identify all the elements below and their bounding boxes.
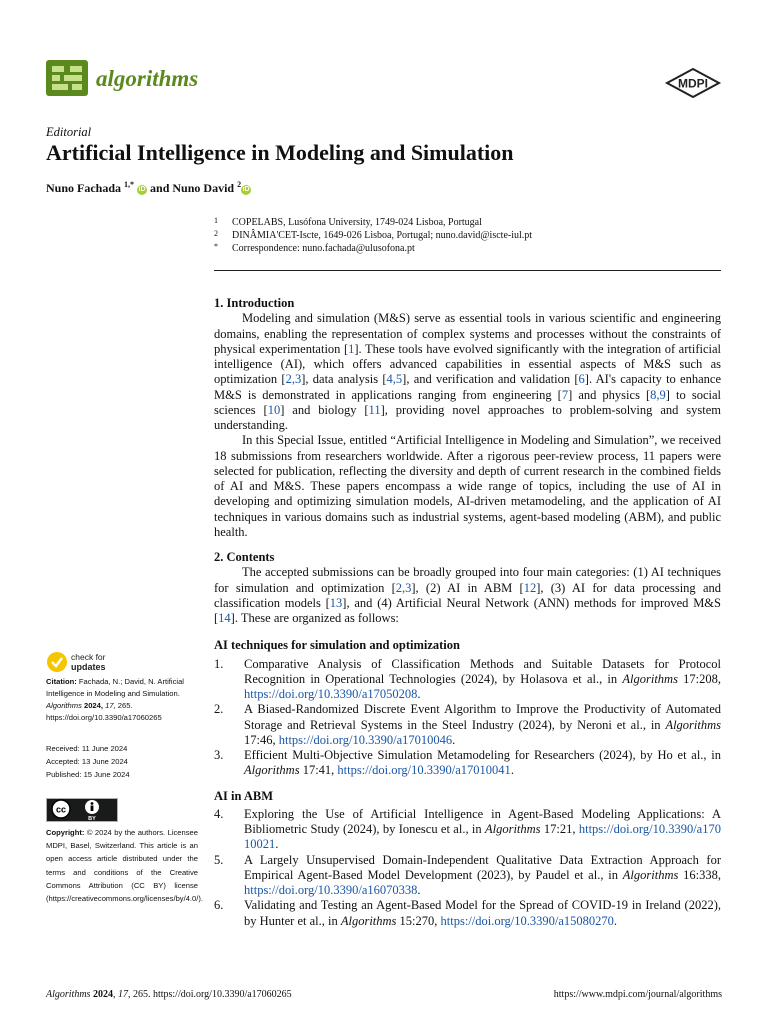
author-name[interactable]: Nuno David [172, 181, 235, 195]
doi-link[interactable]: https://doi.org/10.3390/a16070338 [244, 883, 418, 897]
cc-by-license-icon[interactable] [46, 798, 118, 822]
accepted-date: Accepted: 13 June 2024 [46, 757, 128, 767]
orcid-icon[interactable]: iD [242, 186, 250, 193]
list-item: 4. Exploring the Use of Artificial Intelligence in Agent-Based Modeling Applications: A Bibliometric Study (2024), by Ionescu et al., in Algorithms 17:21, https://doi.org/10.3390/a17010021. [214, 806, 721, 852]
affiliation-item [214, 242, 724, 255]
footer-journal-url[interactable]: https://www.mdpi.com/journal/algorithms [553, 989, 722, 1000]
main-column [214, 296, 721, 929]
article-type: Editorial [46, 125, 92, 139]
list-item: 3. Efficient Multi-Objective Simulation Metamodeling for Researchers (2024), by Ho et al., in Algorithms 17:41, https://doi.org/10.3390/a17010041. [214, 748, 721, 778]
citation-link[interactable]: 2,3 [285, 372, 302, 387]
mdpi-logo-icon [664, 68, 722, 98]
citation-block: Citation: Fachada, N.; David, N. Artificial Intelligence in Modeling and Simulation. Algorithms 2024, 17, 265. https://doi.org/10.3390/a17060265 [46, 677, 184, 723]
citation-label: Citation: [46, 677, 77, 686]
footer-citation: Algorithms 2024, 17, 265. https://doi.org/10.3390/a17060265 [46, 989, 292, 1000]
citation-link[interactable]: 2,3 [395, 580, 412, 595]
citation-link[interactable]: 7 [561, 387, 569, 402]
citation-link[interactable]: 4,5 [386, 372, 403, 387]
citation-link[interactable]: 14 [218, 611, 231, 625]
author-affiliation-mark: 2 [237, 180, 242, 189]
svg-text:BY: BY [88, 816, 96, 822]
list-item: 6. Validating and Testing an Agent-Based Model for the Spread of COVID-19 in Ireland (2022), by Hunter et al., in Algorithms 15:270, https://doi.org/10.3390/a15080270. [214, 898, 721, 928]
svg-text:check for: check for [71, 652, 106, 662]
affiliation-text: Correspondence: nuno.fachada@ulusofona.pt [232, 243, 415, 255]
list-item: 2. A Biased-Randomized Discrete Event Algorithm to Improve the Productivity of Automated Storage and Retrieval Systems in the Steel Industry (2024), by Neroni et al., in Algorithms 17:46, https://doi.org/10.3390/a17010046. [214, 702, 721, 747]
list-number: 6. [214, 898, 224, 913]
doi-link[interactable]: https://doi.org/10.3390/a17050208 [244, 687, 418, 701]
doi-link[interactable]: https://doi.org/10.3390/a15080270 [440, 913, 614, 928]
reference-list [214, 657, 721, 779]
paper-title: Artificial Intelligence in Modeling and Simulation [46, 140, 514, 165]
svg-text:updates: updates [71, 662, 106, 672]
citation-link[interactable]: 8,9 [650, 387, 666, 402]
affiliations [214, 216, 724, 256]
subsection-heading: AI in ABM [214, 788, 274, 803]
citation-link[interactable]: 12 [523, 580, 537, 595]
affiliation-item [214, 216, 724, 229]
list-number: 4. [214, 806, 224, 821]
reference-list [214, 807, 721, 929]
section-heading: 1. Introduction [214, 296, 295, 310]
citation-link[interactable]: 11 [368, 402, 381, 417]
copyright-text: © 2024 by the authors. Licensee MDPI, Basel, Switzerland. This article is an open access article distributed under the terms and conditions of the Creative Commons Attribution (CC BY) license (https://creativecommons.org/licenses/by/4.0/). [46, 828, 203, 904]
affiliation-text: COPELABS, Lusófona University, 1749-024 Lisboa, Portugal [232, 217, 482, 228]
citation-link[interactable]: 13 [329, 595, 343, 610]
author-name[interactable]: Nuno Fachada [46, 181, 122, 195]
svg-text:cc: cc [55, 804, 67, 815]
published-date: Published: 15 June 2024 [46, 770, 130, 780]
affiliation-mark: 2 [214, 229, 218, 239]
svg-text:MDPI: MDPI [678, 76, 708, 91]
doi-link[interactable]: https://doi.org/10.3390/a17010041 [337, 763, 511, 778]
copyright-block [46, 826, 203, 905]
list-item: 1. Comparative Analysis of Classification Methods and Suitable Datasets for Protocol Recognition in Operational Technologies (2024), by Holasova et al., in Algorithms 17:208, https://doi.org/10.3390/a17050208. [214, 656, 721, 701]
affiliation-text: DINÂMIA'CET-Iscte, 1649-026 Lisboa, Portugal; nuno.david@iscte-iul.pt [232, 230, 533, 242]
affiliation-mark: 1 [214, 216, 218, 225]
citation-link[interactable]: 6 [578, 372, 585, 387]
subsection-heading: AI techniques for simulation and optimization [214, 638, 460, 653]
orcid-icon[interactable]: iD [138, 186, 146, 193]
paragraph: The accepted submissions can be broadly grouped into four main categories: (1) AI techniques for simulation and optimization [2,3], (2) AI in ABM [12], (3) AI for data processing and classification models [13], and (4) Artificial Neural Network (ANN) methods for improved M&S [14]. These are organized as follows: [214, 565, 721, 625]
doi-link[interactable]: https://doi.org/10.3390/a17010021 [244, 822, 721, 852]
section-heading: 2. Contents [214, 550, 275, 564]
dates-block [46, 742, 198, 782]
journal-name: algorithms [96, 66, 199, 91]
list-item: 5. A Largely Unsupervised Domain-Independent Qualitative Data Extraction Approach for Empirical Agent-Based Model Development (2023), by Paudel et al., in Algorithms 16:338, https://doi.org/10.3390/a16070338. [214, 852, 721, 897]
copyright-label: Copyright: [46, 828, 85, 837]
doi-link[interactable]: https://doi.org/10.3390/a17010046 [278, 732, 453, 747]
journal-logo-icon [46, 60, 88, 96]
author-affiliation-mark: 1,* [124, 180, 135, 189]
author-list [46, 180, 251, 196]
citation-link[interactable]: 1 [348, 341, 355, 356]
list-number: 1. [214, 656, 224, 671]
list-number: 3. [214, 748, 224, 762]
section-divider [214, 270, 721, 271]
citation-link[interactable]: 10 [267, 402, 281, 417]
affiliation-mark: * [214, 242, 218, 252]
paragraph: In this Special Issue, entitled “Artificial Intelligence in Modeling and Simulation”, we received 18 submissions from researchers worldwide. After a rigorous peer-review process, 11 papers were selected for publication, reflecting the diversity and depth of current research in the combined fields of AI and M&S. These papers encompass a wide range of topics, including the use of AI in developing and optimizing simulation models, AI-driven metamodeling, and the application of AI techniques in various domains such as industrial systems, agent-based modeling (ABM), and public health. [214, 433, 721, 539]
paragraph: Modeling and simulation (M&S) serve as essential tools in various scientific and engineering domains, enabling the representation of complex systems and processes without the constraints of physical experimentation [1]. These tools have evolved significantly with the integration of artificial intelligence (AI), which offers advanced capabilities in essential aspects of M&S such as optimization [2,3], data analysis [4,5], and verification and validation [6]. AI's capacity to enhance M&S is demonstrated in applications ranging from engineering [7] and physics [8,9] to social sciences [10] and biology [11], providing novel approaches to problem-solving and system understanding. [214, 311, 722, 432]
check-for-updates-icon[interactable] [46, 650, 126, 674]
received-date: Received: 11 June 2024 [46, 744, 128, 753]
affiliation-item [214, 229, 724, 242]
list-number: 2. [214, 702, 224, 717]
author-separator: and [150, 181, 170, 195]
list-number: 5. [214, 852, 224, 867]
